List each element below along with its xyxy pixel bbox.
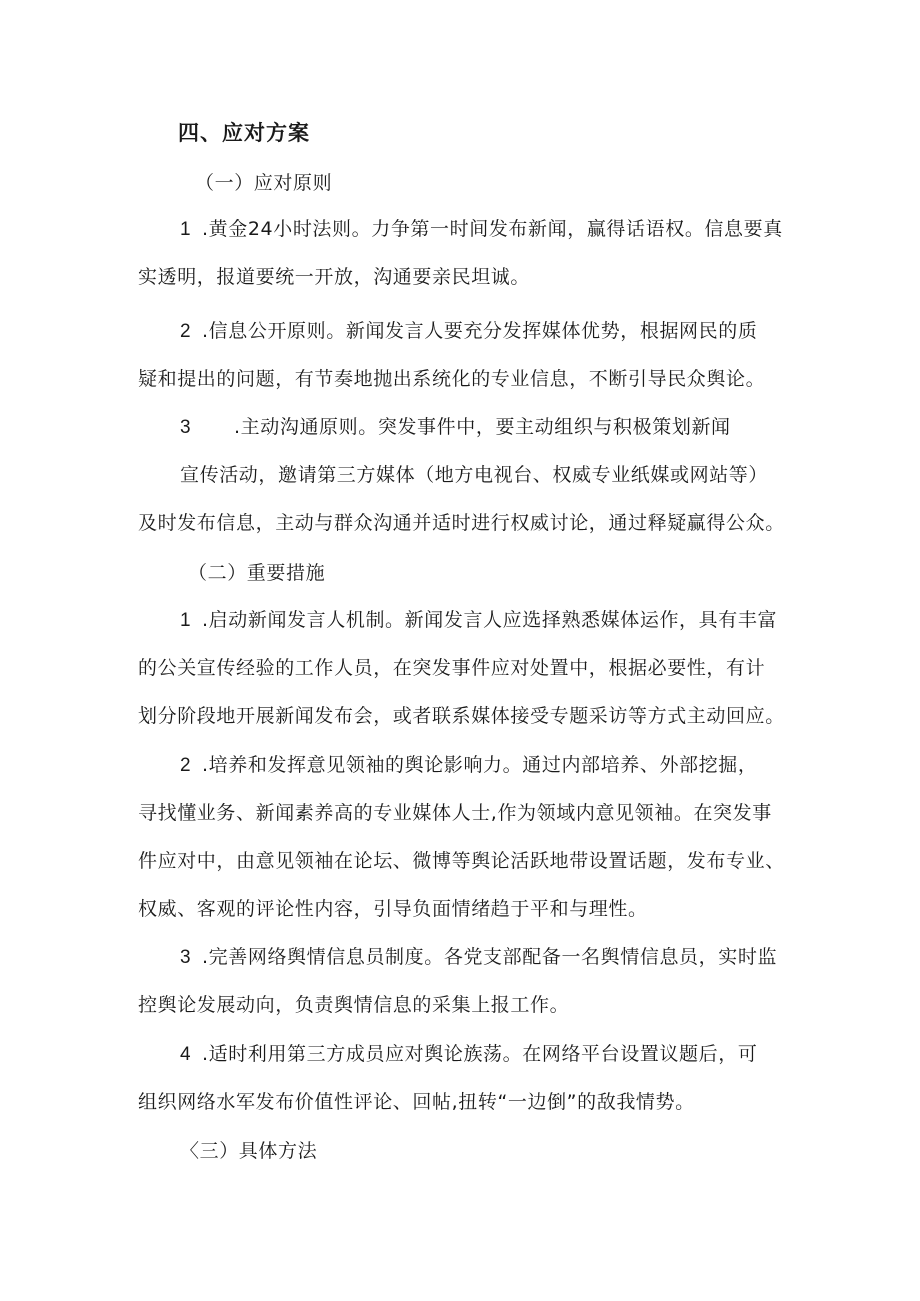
paragraph-line: .完善网络舆情信息员制度。各党支部配备一名舆情信息员，实时监 bbox=[202, 946, 778, 968]
list-item-number: 3 bbox=[180, 947, 192, 968]
paragraph-line: .信息公开原则。新闻发言人要充分发挥媒体优势，根据网民的质 bbox=[202, 320, 758, 342]
list-item-number: 2 bbox=[180, 321, 192, 342]
paragraph-line: .适时利用第三方成员应对舆论族荡。在网络平台设置议题后，可 bbox=[202, 1043, 758, 1065]
list-item-number: 3 bbox=[180, 417, 192, 438]
list-item-number: 2 bbox=[180, 755, 192, 776]
paragraph-line: .主动沟通原则。突发事件中，要主动组织与积极策划新闻 bbox=[234, 416, 731, 438]
paragraph-line: .培养和发挥意见领袖的舆论影响力。通过内部培养、外部挖掘， bbox=[202, 754, 758, 776]
paragraph-line: 的公关宣传经验的工作人员，在突发事件应对处置中，根据必要性，有计 bbox=[138, 657, 766, 679]
paragraph-line: 控舆论发展动向，负责舆情信息的采集上报工作。 bbox=[138, 994, 570, 1016]
paragraph-line: 权威、客观的评论性内容，引导负面情绪趋于平和与理性。 bbox=[138, 898, 648, 920]
paragraph-line: 组织网络水军发布价值性评论、回帖,扭转“一边倒”的敌我情势。 bbox=[138, 1091, 695, 1113]
paragraph-line: 划分阶段地开展新闻发布会，或者联系媒体接受专题采访等方式主动回应。 bbox=[138, 705, 785, 727]
list-item-number: 4 bbox=[180, 1044, 192, 1065]
paragraph-line: 疑和提出的问题，有节奏地抛出系统化的专业信息，不断引导民众舆论。 bbox=[138, 368, 766, 390]
section-heading: 四、应对方案 bbox=[178, 121, 310, 145]
paragraph-line: 件应对中，由意见领袖在论坛、微博等舆论活跃地带设置话题，发布专业、 bbox=[138, 850, 785, 872]
paragraph-line: .启动新闻发言人机制。新闻发言人应选择熟悉媒体运作，具有丰富 bbox=[202, 609, 778, 631]
paragraph-line: 实透明，报道要统一开放，沟通要亲民坦诚。 bbox=[138, 266, 531, 288]
subsection-title: （一）应对原则 bbox=[195, 172, 333, 194]
paragraph-line: 及时发布信息，主动与群众沟通并适时进行权威讨论，通过释疑赢得公众。 bbox=[138, 512, 785, 534]
list-item-number: 1 bbox=[180, 610, 192, 631]
paragraph-line: 寻找懂业务、新闻素养高的专业媒体人士,作为领域内意见领袖。在突发事 bbox=[138, 802, 772, 824]
subsection-title: （二）重要措施 bbox=[188, 562, 326, 584]
paragraph-line: 宣传活动，邀请第三方媒体（地方电视台、权威专业纸媒或网站等） bbox=[180, 464, 769, 486]
subsection-title: 〈三）具体方法 bbox=[180, 1140, 318, 1162]
paragraph-line: .黄金24小时法则。力争第一时间发布新闻，赢得话语权。信息要真 bbox=[202, 218, 783, 240]
list-item-number: 1 bbox=[180, 219, 192, 240]
